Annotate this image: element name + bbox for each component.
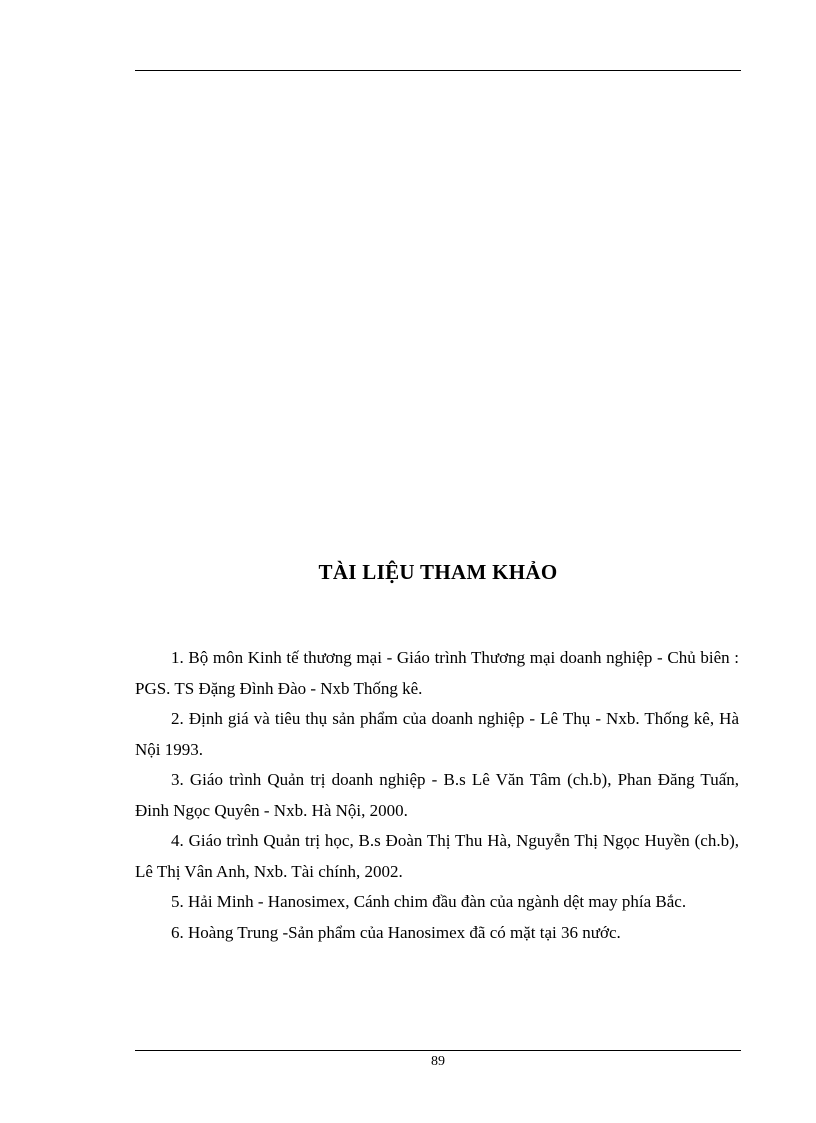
- reference-item: 3. Giáo trình Quản trị doanh nghiệp - B.s Lê Văn Tâm (ch.b), Phan Đăng Tuấn, Đinh Ngọc Quyên - Nxb. Hà Nội, 2000.: [135, 770, 739, 820]
- footer-rule: [135, 1050, 741, 1051]
- reference-item: 1. Bộ môn Kinh tế thương mại - Giáo trình Thương mại doanh nghiệp - Chủ biên : PGS. TS Đặng Đình Đào - Nxb Thống kê.: [135, 648, 739, 698]
- header-rule: [135, 70, 741, 71]
- reference-item: 6. Hoàng Trung -Sản phẩm của Hanosimex đã có mặt tại 36 nước.: [171, 922, 621, 942]
- reference-item: 5. Hải Minh - Hanosimex, Cánh chim đầu đàn của ngành dệt may phía Bắc.: [171, 892, 687, 911]
- page-number: 89: [431, 1054, 445, 1069]
- reference-list: [135, 643, 739, 948]
- section-title: TÀI LIỆU THAM KHẢO: [318, 560, 558, 584]
- reference-item: 4. Giáo trình Quản trị học, B.s Đoàn Thị Thu Hà, Nguyễn Thị Ngọc Huyền (ch.b), Lê Thị Vân Anh, Nxb. Tài chính, 2002.: [135, 831, 739, 881]
- reference-item: 2. Định giá và tiêu thụ sản phẩm của doanh nghiệp - Lê Thụ - Nxb. Thống kê, Hà Nội 1993.: [135, 709, 739, 759]
